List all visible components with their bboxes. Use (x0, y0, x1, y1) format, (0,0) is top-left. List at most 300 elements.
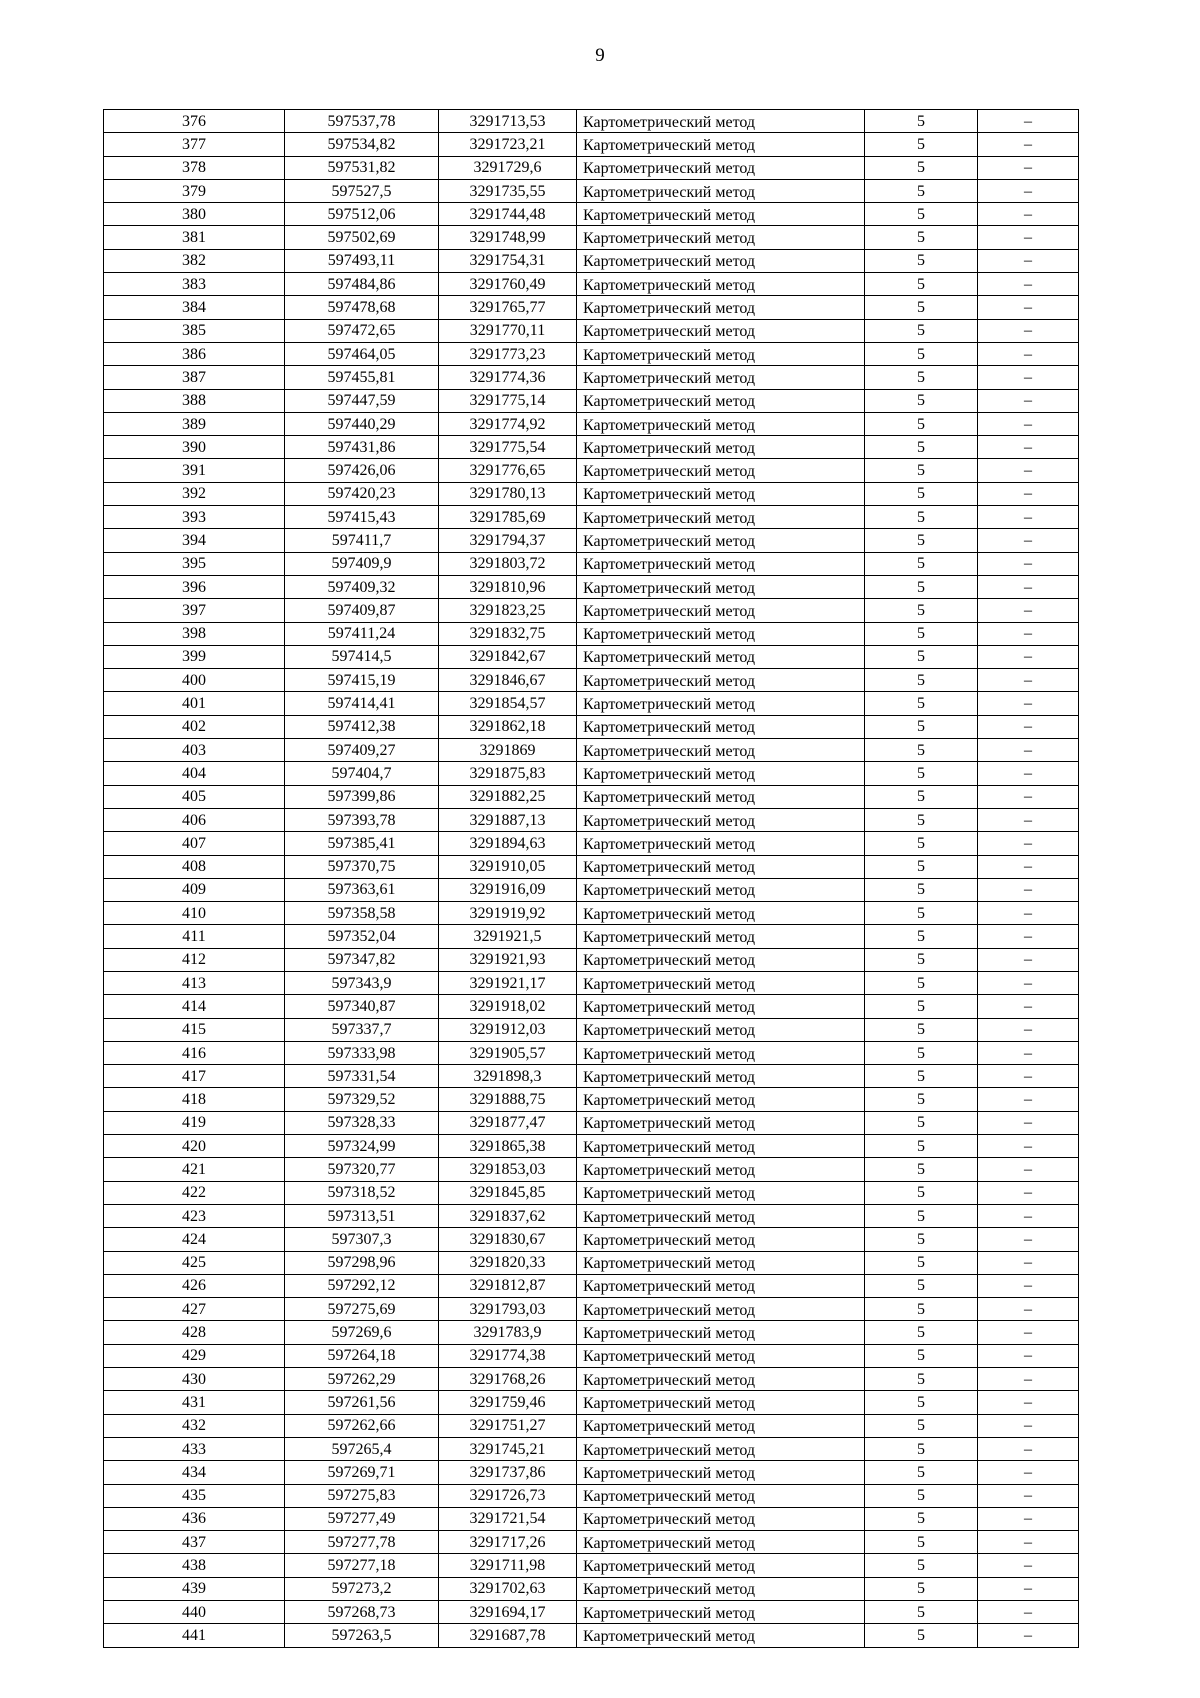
table-row (104, 832, 1079, 855)
method-cell: Картометрический метод (577, 995, 865, 1018)
table-row (104, 715, 1079, 738)
accuracy-cell: 5 (865, 203, 978, 226)
x-coordinate-cell: 597328,33 (285, 1111, 439, 1134)
x-coordinate-cell: 597420,23 (285, 482, 439, 505)
description-cell: – (978, 1135, 1079, 1158)
table-row (104, 156, 1079, 179)
accuracy-cell: 5 (865, 622, 978, 645)
method-cell: Картометрический метод (577, 669, 865, 692)
accuracy-cell: 5 (865, 855, 978, 878)
table-row (104, 110, 1079, 133)
table-row (104, 1251, 1079, 1274)
y-coordinate-cell: 3291894,63 (439, 832, 577, 855)
description-cell: – (978, 1088, 1079, 1111)
accuracy-cell: 5 (865, 1484, 978, 1507)
point-number-cell: 426 (104, 1274, 285, 1297)
y-coordinate-cell: 3291846,67 (439, 669, 577, 692)
accuracy-cell: 5 (865, 739, 978, 762)
accuracy-cell: 5 (865, 529, 978, 552)
table-row (104, 1554, 1079, 1577)
x-coordinate-cell: 597409,27 (285, 739, 439, 762)
accuracy-cell: 5 (865, 296, 978, 319)
point-number-cell: 435 (104, 1484, 285, 1507)
y-coordinate-cell: 3291837,62 (439, 1204, 577, 1227)
accuracy-cell: 5 (865, 133, 978, 156)
description-cell: – (978, 1484, 1079, 1507)
method-cell: Картометрический метод (577, 1251, 865, 1274)
point-number-cell: 432 (104, 1414, 285, 1437)
x-coordinate-cell: 597484,86 (285, 273, 439, 296)
method-cell: Картометрический метод (577, 366, 865, 389)
description-cell: – (978, 179, 1079, 202)
table-row (104, 1321, 1079, 1344)
x-coordinate-cell: 597269,6 (285, 1321, 439, 1344)
description-cell: – (978, 808, 1079, 831)
accuracy-cell: 5 (865, 575, 978, 598)
y-coordinate-cell: 3291721,54 (439, 1507, 577, 1530)
method-cell: Картометрический метод (577, 1624, 865, 1647)
y-coordinate-cell: 3291921,93 (439, 948, 577, 971)
y-coordinate-cell: 3291776,65 (439, 459, 577, 482)
point-number-cell: 405 (104, 785, 285, 808)
point-number-cell: 396 (104, 575, 285, 598)
accuracy-cell: 5 (865, 110, 978, 133)
accuracy-cell: 5 (865, 1344, 978, 1367)
table-row (104, 389, 1079, 412)
description-cell: – (978, 529, 1079, 552)
point-number-cell: 421 (104, 1158, 285, 1181)
description-cell: – (978, 1577, 1079, 1600)
point-number-cell: 440 (104, 1601, 285, 1624)
method-cell: Картометрический метод (577, 506, 865, 529)
point-number-cell: 383 (104, 273, 285, 296)
accuracy-cell: 5 (865, 785, 978, 808)
accuracy-cell: 5 (865, 1088, 978, 1111)
table-row (104, 1018, 1079, 1041)
description-cell: – (978, 1251, 1079, 1274)
method-cell: Картометрический метод (577, 1577, 865, 1600)
x-coordinate-cell: 597411,7 (285, 529, 439, 552)
x-coordinate-cell: 597333,98 (285, 1041, 439, 1064)
x-coordinate-cell: 597292,12 (285, 1274, 439, 1297)
point-number-cell: 413 (104, 971, 285, 994)
point-number-cell: 403 (104, 739, 285, 762)
y-coordinate-cell: 3291745,21 (439, 1437, 577, 1460)
y-coordinate-cell: 3291810,96 (439, 575, 577, 598)
x-coordinate-cell: 597337,7 (285, 1018, 439, 1041)
description-cell: – (978, 1391, 1079, 1414)
y-coordinate-cell: 3291830,67 (439, 1228, 577, 1251)
x-coordinate-cell: 597431,86 (285, 436, 439, 459)
accuracy-cell: 5 (865, 715, 978, 738)
description-cell: – (978, 1414, 1079, 1437)
x-coordinate-cell: 597363,61 (285, 878, 439, 901)
table-row (104, 1484, 1079, 1507)
description-cell: – (978, 1018, 1079, 1041)
description-cell: – (978, 226, 1079, 249)
y-coordinate-cell: 3291737,86 (439, 1461, 577, 1484)
point-number-cell: 425 (104, 1251, 285, 1274)
y-coordinate-cell: 3291793,03 (439, 1298, 577, 1321)
x-coordinate-cell: 597440,29 (285, 412, 439, 435)
x-coordinate-cell: 597534,82 (285, 133, 439, 156)
y-coordinate-cell: 3291748,99 (439, 226, 577, 249)
accuracy-cell: 5 (865, 1368, 978, 1391)
point-number-cell: 411 (104, 925, 285, 948)
point-number-cell: 377 (104, 133, 285, 156)
x-coordinate-cell: 597414,5 (285, 645, 439, 668)
accuracy-cell: 5 (865, 948, 978, 971)
accuracy-cell: 5 (865, 1158, 978, 1181)
description-cell: – (978, 855, 1079, 878)
accuracy-cell: 5 (865, 1461, 978, 1484)
point-number-cell: 404 (104, 762, 285, 785)
table-row (104, 808, 1079, 831)
point-number-cell: 424 (104, 1228, 285, 1251)
accuracy-cell: 5 (865, 1111, 978, 1134)
description-cell: – (978, 762, 1079, 785)
table-row (104, 855, 1079, 878)
table-row (104, 1344, 1079, 1367)
point-number-cell: 401 (104, 692, 285, 715)
table-row (104, 645, 1079, 668)
y-coordinate-cell: 3291919,92 (439, 902, 577, 925)
point-number-cell: 380 (104, 203, 285, 226)
point-number-cell: 376 (104, 110, 285, 133)
y-coordinate-cell: 3291887,13 (439, 808, 577, 831)
description-cell: – (978, 1554, 1079, 1577)
point-number-cell: 406 (104, 808, 285, 831)
description-cell: – (978, 1065, 1079, 1088)
point-number-cell: 394 (104, 529, 285, 552)
point-number-cell: 385 (104, 319, 285, 342)
point-number-cell: 430 (104, 1368, 285, 1391)
method-cell: Картометрический метод (577, 1601, 865, 1624)
method-cell: Картометрический метод (577, 1018, 865, 1041)
y-coordinate-cell: 3291869 (439, 739, 577, 762)
description-cell: – (978, 669, 1079, 692)
point-number-cell: 399 (104, 645, 285, 668)
method-cell: Картометрический метод (577, 785, 865, 808)
accuracy-cell: 5 (865, 179, 978, 202)
accuracy-cell: 5 (865, 1507, 978, 1530)
table-row (104, 1368, 1079, 1391)
point-number-cell: 431 (104, 1391, 285, 1414)
point-number-cell: 433 (104, 1437, 285, 1460)
x-coordinate-cell: 597426,06 (285, 459, 439, 482)
method-cell: Картометрический метод (577, 948, 865, 971)
method-cell: Картометрический метод (577, 1111, 865, 1134)
accuracy-cell: 5 (865, 692, 978, 715)
point-number-cell: 428 (104, 1321, 285, 1344)
x-coordinate-cell: 597399,86 (285, 785, 439, 808)
description-cell: – (978, 156, 1079, 179)
description-cell: – (978, 1531, 1079, 1554)
description-cell: – (978, 645, 1079, 668)
description-cell: – (978, 902, 1079, 925)
x-coordinate-cell: 597393,78 (285, 808, 439, 831)
point-number-cell: 402 (104, 715, 285, 738)
x-coordinate-cell: 597277,49 (285, 1507, 439, 1530)
accuracy-cell: 5 (865, 1414, 978, 1437)
table-row (104, 599, 1079, 622)
accuracy-cell: 5 (865, 366, 978, 389)
accuracy-cell: 5 (865, 995, 978, 1018)
y-coordinate-cell: 3291888,75 (439, 1088, 577, 1111)
method-cell: Картометрический метод (577, 1041, 865, 1064)
accuracy-cell: 5 (865, 925, 978, 948)
x-coordinate-cell: 597268,73 (285, 1601, 439, 1624)
accuracy-cell: 5 (865, 878, 978, 901)
x-coordinate-cell: 597512,06 (285, 203, 439, 226)
accuracy-cell: 5 (865, 1601, 978, 1624)
y-coordinate-cell: 3291803,72 (439, 552, 577, 575)
description-cell: – (978, 1461, 1079, 1484)
method-cell: Картометрический метод (577, 1368, 865, 1391)
x-coordinate-cell: 597275,83 (285, 1484, 439, 1507)
description-cell: – (978, 482, 1079, 505)
x-coordinate-cell: 597320,77 (285, 1158, 439, 1181)
point-number-cell: 410 (104, 902, 285, 925)
table-row (104, 692, 1079, 715)
x-coordinate-cell: 597472,65 (285, 319, 439, 342)
y-coordinate-cell: 3291865,38 (439, 1135, 577, 1158)
method-cell: Картометрический метод (577, 203, 865, 226)
table-row (104, 995, 1079, 1018)
table-row (104, 529, 1079, 552)
method-cell: Картометрический метод (577, 1065, 865, 1088)
accuracy-cell: 5 (865, 1298, 978, 1321)
y-coordinate-cell: 3291770,11 (439, 319, 577, 342)
table-row (104, 762, 1079, 785)
point-number-cell: 437 (104, 1531, 285, 1554)
description-cell: – (978, 971, 1079, 994)
x-coordinate-cell: 597265,4 (285, 1437, 439, 1460)
table-row (104, 179, 1079, 202)
y-coordinate-cell: 3291898,3 (439, 1065, 577, 1088)
x-coordinate-cell: 597324,99 (285, 1135, 439, 1158)
description-cell: – (978, 575, 1079, 598)
x-coordinate-cell: 597404,7 (285, 762, 439, 785)
x-coordinate-cell: 597273,2 (285, 1577, 439, 1600)
method-cell: Картометрический метод (577, 1391, 865, 1414)
point-number-cell: 387 (104, 366, 285, 389)
point-number-cell: 417 (104, 1065, 285, 1088)
x-coordinate-cell: 597347,82 (285, 948, 439, 971)
point-number-cell: 395 (104, 552, 285, 575)
accuracy-cell: 5 (865, 389, 978, 412)
method-cell: Картометрический метод (577, 482, 865, 505)
accuracy-cell: 5 (865, 971, 978, 994)
y-coordinate-cell: 3291921,17 (439, 971, 577, 994)
description-cell: – (978, 342, 1079, 365)
x-coordinate-cell: 597307,3 (285, 1228, 439, 1251)
y-coordinate-cell: 3291916,09 (439, 878, 577, 901)
y-coordinate-cell: 3291711,98 (439, 1554, 577, 1577)
description-cell: – (978, 1274, 1079, 1297)
table-row (104, 1391, 1079, 1414)
y-coordinate-cell: 3291910,05 (439, 855, 577, 878)
table-row (104, 1065, 1079, 1088)
x-coordinate-cell: 597313,51 (285, 1204, 439, 1227)
table-row (104, 249, 1079, 272)
table-row (104, 1507, 1079, 1530)
x-coordinate-cell: 597261,56 (285, 1391, 439, 1414)
y-coordinate-cell: 3291735,55 (439, 179, 577, 202)
description-cell: – (978, 249, 1079, 272)
accuracy-cell: 5 (865, 1391, 978, 1414)
method-cell: Картометрический метод (577, 1461, 865, 1484)
method-cell: Картометрический метод (577, 1158, 865, 1181)
y-coordinate-cell: 3291875,83 (439, 762, 577, 785)
description-cell: – (978, 785, 1079, 808)
method-cell: Картометрический метод (577, 925, 865, 948)
y-coordinate-cell: 3291729,6 (439, 156, 577, 179)
y-coordinate-cell: 3291774,92 (439, 412, 577, 435)
description-cell: – (978, 1204, 1079, 1227)
method-cell: Картометрический метод (577, 1554, 865, 1577)
point-number-cell: 392 (104, 482, 285, 505)
table-row (104, 1158, 1079, 1181)
y-coordinate-cell: 3291760,49 (439, 273, 577, 296)
description-cell: – (978, 878, 1079, 901)
description-cell: – (978, 1507, 1079, 1530)
accuracy-cell: 5 (865, 342, 978, 365)
method-cell: Картометрический метод (577, 1274, 865, 1297)
description-cell: – (978, 1181, 1079, 1204)
description-cell: – (978, 1228, 1079, 1251)
y-coordinate-cell: 3291713,53 (439, 110, 577, 133)
method-cell: Картометрический метод (577, 1204, 865, 1227)
method-cell: Картометрический метод (577, 552, 865, 575)
point-number-cell: 436 (104, 1507, 285, 1530)
method-cell: Картометрический метод (577, 249, 865, 272)
point-number-cell: 379 (104, 179, 285, 202)
point-number-cell: 441 (104, 1624, 285, 1647)
method-cell: Картометрический метод (577, 971, 865, 994)
method-cell: Картометрический метод (577, 902, 865, 925)
accuracy-cell: 5 (865, 273, 978, 296)
point-number-cell: 408 (104, 855, 285, 878)
description-cell: – (978, 319, 1079, 342)
x-coordinate-cell: 597370,75 (285, 855, 439, 878)
description-cell: – (978, 412, 1079, 435)
accuracy-cell: 5 (865, 1577, 978, 1600)
accuracy-cell: 5 (865, 1554, 978, 1577)
table-row (104, 342, 1079, 365)
accuracy-cell: 5 (865, 506, 978, 529)
table-row (104, 482, 1079, 505)
method-cell: Картометрический метод (577, 156, 865, 179)
method-cell: Картометрический метод (577, 832, 865, 855)
method-cell: Картометрический метод (577, 226, 865, 249)
table-row (104, 1088, 1079, 1111)
point-number-cell: 429 (104, 1344, 285, 1367)
method-cell: Картометрический метод (577, 715, 865, 738)
method-cell: Картометрический метод (577, 1437, 865, 1460)
x-coordinate-cell: 597414,41 (285, 692, 439, 715)
accuracy-cell: 5 (865, 226, 978, 249)
point-number-cell: 409 (104, 878, 285, 901)
table-row (104, 552, 1079, 575)
point-number-cell: 423 (104, 1204, 285, 1227)
point-number-cell: 381 (104, 226, 285, 249)
method-cell: Картометрический метод (577, 319, 865, 342)
point-number-cell: 384 (104, 296, 285, 319)
table-row (104, 971, 1079, 994)
method-cell: Картометрический метод (577, 599, 865, 622)
accuracy-cell: 5 (865, 1624, 978, 1647)
point-number-cell: 388 (104, 389, 285, 412)
table-row (104, 1204, 1079, 1227)
table-row (104, 739, 1079, 762)
y-coordinate-cell: 3291768,26 (439, 1368, 577, 1391)
accuracy-cell: 5 (865, 1274, 978, 1297)
method-cell: Картометрический метод (577, 436, 865, 459)
point-number-cell: 420 (104, 1135, 285, 1158)
point-number-cell: 378 (104, 156, 285, 179)
table-row (104, 1298, 1079, 1321)
description-cell: – (978, 739, 1079, 762)
x-coordinate-cell: 597340,87 (285, 995, 439, 1018)
table-row (104, 1601, 1079, 1624)
table-row (104, 1135, 1079, 1158)
point-number-cell: 419 (104, 1111, 285, 1134)
x-coordinate-cell: 597411,24 (285, 622, 439, 645)
table-row (104, 1461, 1079, 1484)
description-cell: – (978, 925, 1079, 948)
accuracy-cell: 5 (865, 832, 978, 855)
point-number-cell: 418 (104, 1088, 285, 1111)
point-number-cell: 415 (104, 1018, 285, 1041)
y-coordinate-cell: 3291845,85 (439, 1181, 577, 1204)
page-number: 9 (595, 45, 605, 66)
x-coordinate-cell: 597415,19 (285, 669, 439, 692)
y-coordinate-cell: 3291812,87 (439, 1274, 577, 1297)
point-number-cell: 416 (104, 1041, 285, 1064)
description-cell: – (978, 1041, 1079, 1064)
table-row (104, 1437, 1079, 1460)
description-cell: – (978, 832, 1079, 855)
table-row (104, 412, 1079, 435)
accuracy-cell: 5 (865, 1228, 978, 1251)
y-coordinate-cell: 3291717,26 (439, 1531, 577, 1554)
method-cell: Картометрический метод (577, 1507, 865, 1530)
x-coordinate-cell: 597358,58 (285, 902, 439, 925)
description-cell: – (978, 692, 1079, 715)
y-coordinate-cell: 3291773,23 (439, 342, 577, 365)
description-cell: – (978, 995, 1079, 1018)
point-number-cell: 398 (104, 622, 285, 645)
method-cell: Картометрический метод (577, 296, 865, 319)
accuracy-cell: 5 (865, 1041, 978, 1064)
method-cell: Картометрический метод (577, 622, 865, 645)
method-cell: Картометрический метод (577, 273, 865, 296)
description-cell: – (978, 296, 1079, 319)
method-cell: Картометрический метод (577, 1414, 865, 1437)
y-coordinate-cell: 3291774,36 (439, 366, 577, 389)
method-cell: Картометрический метод (577, 1298, 865, 1321)
table-row (104, 1228, 1079, 1251)
accuracy-cell: 5 (865, 1437, 978, 1460)
method-cell: Картометрический метод (577, 645, 865, 668)
point-number-cell: 434 (104, 1461, 285, 1484)
x-coordinate-cell: 597385,41 (285, 832, 439, 855)
description-cell: – (978, 1298, 1079, 1321)
x-coordinate-cell: 597275,69 (285, 1298, 439, 1321)
x-coordinate-cell: 597277,18 (285, 1554, 439, 1577)
y-coordinate-cell: 3291744,48 (439, 203, 577, 226)
